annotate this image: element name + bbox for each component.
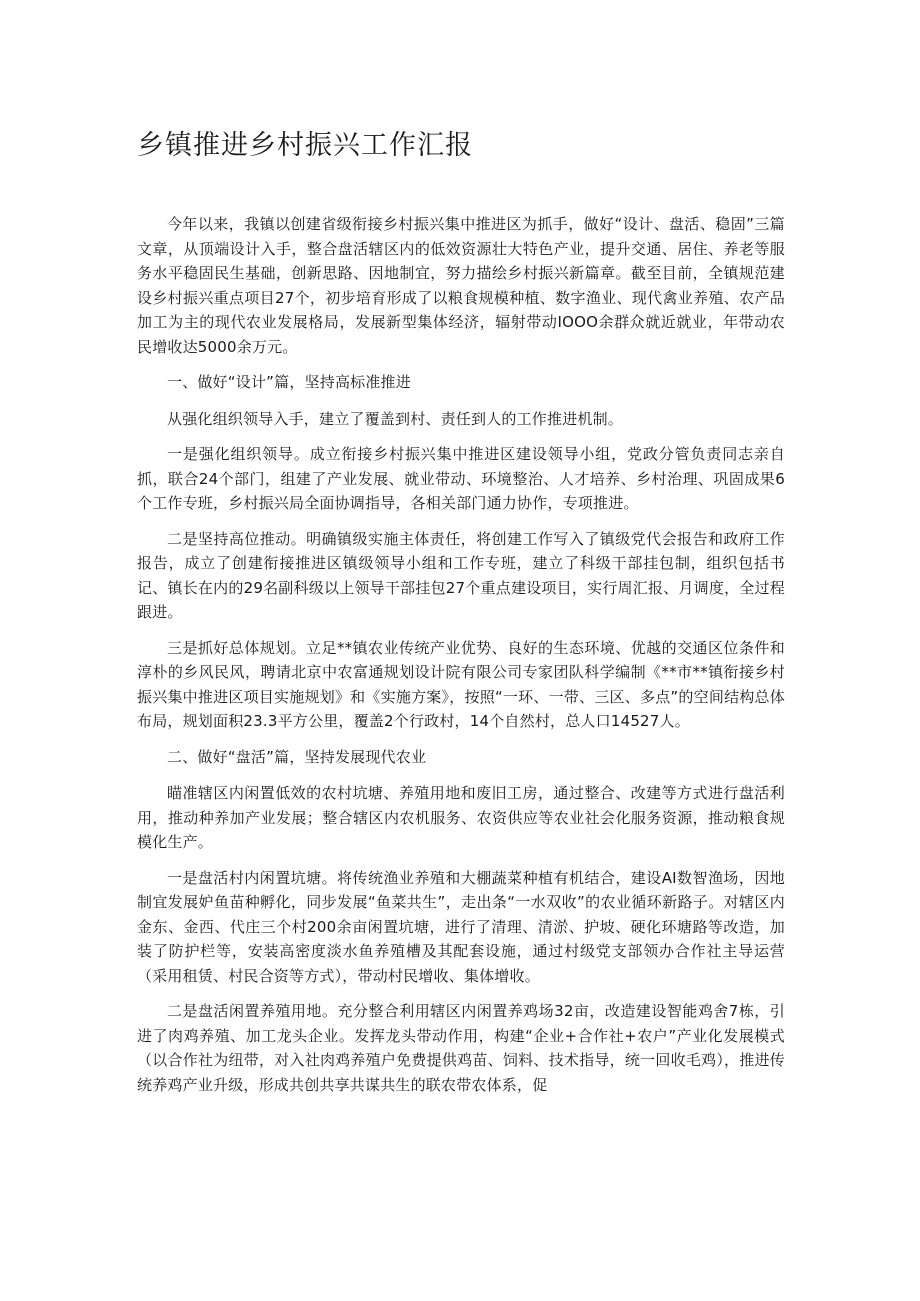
section-intro-paragraph: 瞄准辖区内闲置低效的农村坑塘、养殖用地和废旧工房，通过整合、改建等方式进行盘活利用，推动种养加产业发展；整合辖区内农机服务、农资供应等农业社会化服务资源，推动粮食规模化生产。: [137, 784, 785, 851]
document-title: 乡镇推进乡村振兴工作汇报: [137, 130, 473, 161]
idle-farmland-paragraph: 二是盘活闲置养殖用地。充分整合利用辖区内闲置养鸡场32亩，改造建设智能鸡舍7栋，引进了肉鸡养殖、加工龙头企业。发挥龙头带动作用，构建“企业+合作社+农户”产业化发展模式（以合作社为纽带，对入社肉鸡养殖户免费提供鸡苗、饲料、技术指导，统一回收毛鸡），推进传统养鸡产业升级，形成共创共享共谋共生的联农带农体系，促: [137, 1002, 785, 1094]
intro-paragraph: 今年以来，我镇以创建省级衔接乡村振兴集中推进区为抓手，做好“设计、盘活、稳固”三篇文章，从顶端设计入手，整合盘活辖区内的低效资源壮大特色产业，提升交通、居住、养老等服务水平稳固民生基础，创新思路、因地制宜，努力描绘乡村振兴新篇章。截至目前，全镇规范建设乡村振兴重点项目27个，初步培育形成了以粮食规模种植、数字渔业、现代禽业养殖、农产品加工为主的现代农业发展格局，发展新型集体经济，辐射带动IOOO余群众就近就业，年带动农民增收达5000余万元。: [137, 215, 785, 356]
high-level-promotion-paragraph: 二是坚持高位推动。明确镇级实施主体责任，将创建工作写入了镇级党代会报告和政府工作报告，成立了创建衔接推进区镇级领导小组和工作专班，建立了科级干部挂包制，组织包括书记、镇长在内的29名副科级以上领导干部挂包27个重点建设项目，实行周汇报、月调度，全过程跟进。: [137, 529, 785, 621]
idle-ponds-paragraph: 一是盘活村内闲置坑塘。将传统渔业养殖和大棚蔬菜种植有机结合，建设AI数智渔场，因地制宜发展妒鱼苗种孵化，同步发展“鱼菜共生”，走出条“一水双收”的农业循环新路子。对辖区内金东、金西、代庄三个村200余亩闲置坑塘，进行了清理、清淤、护坡、硬化环塘路等改造，加装了防护栏等，安装高密度淡水鱼养殖槽及其配套设施，通过村级党支部领办合作社主导运营（采用租赁、村民合资等方式），带动村民增收、集体增收。: [137, 868, 785, 985]
document-body: [137, 212, 785, 1108]
overall-planning-paragraph: 三是抓好总体规划。立足**镇农业传统产业优势、良好的生态环境、优越的交通区位条件和淳朴的乡风民风，聘请北京中农富通规划设计院有限公司专家团队科学编制《**市**镇衔接乡村振兴集中推进区项目实施规划》和《实施方案》，按照“一环、一带、三区、多点”的空间结构总体布局，规划面积23.3平方公里，覆盖2个行政村，14个自然村，总人口14527人。: [137, 638, 785, 730]
section-heading-design: 一、做好“设计”篇，坚持高标准推进: [167, 373, 411, 391]
organization-leadership-paragraph: 一是强化组织领导。成立衔接乡村振兴集中推进区建设领导小组，党政分管负责同志亲自抓，联合24个部门，组建了产业发展、就业带动、环境整治、人才培养、乡村治理、巩固成果6个工作专班，乡村振兴局全面协调指导，各相关部门通力协作，专项推进。: [137, 445, 785, 512]
section-intro-paragraph: 从强化组织领导入手，建立了覆盖到村、责任到人的工作推进机制。: [167, 409, 624, 428]
section-heading-revitalize: 二、做好“盘活”篇，坚持发展现代农业: [167, 747, 427, 766]
